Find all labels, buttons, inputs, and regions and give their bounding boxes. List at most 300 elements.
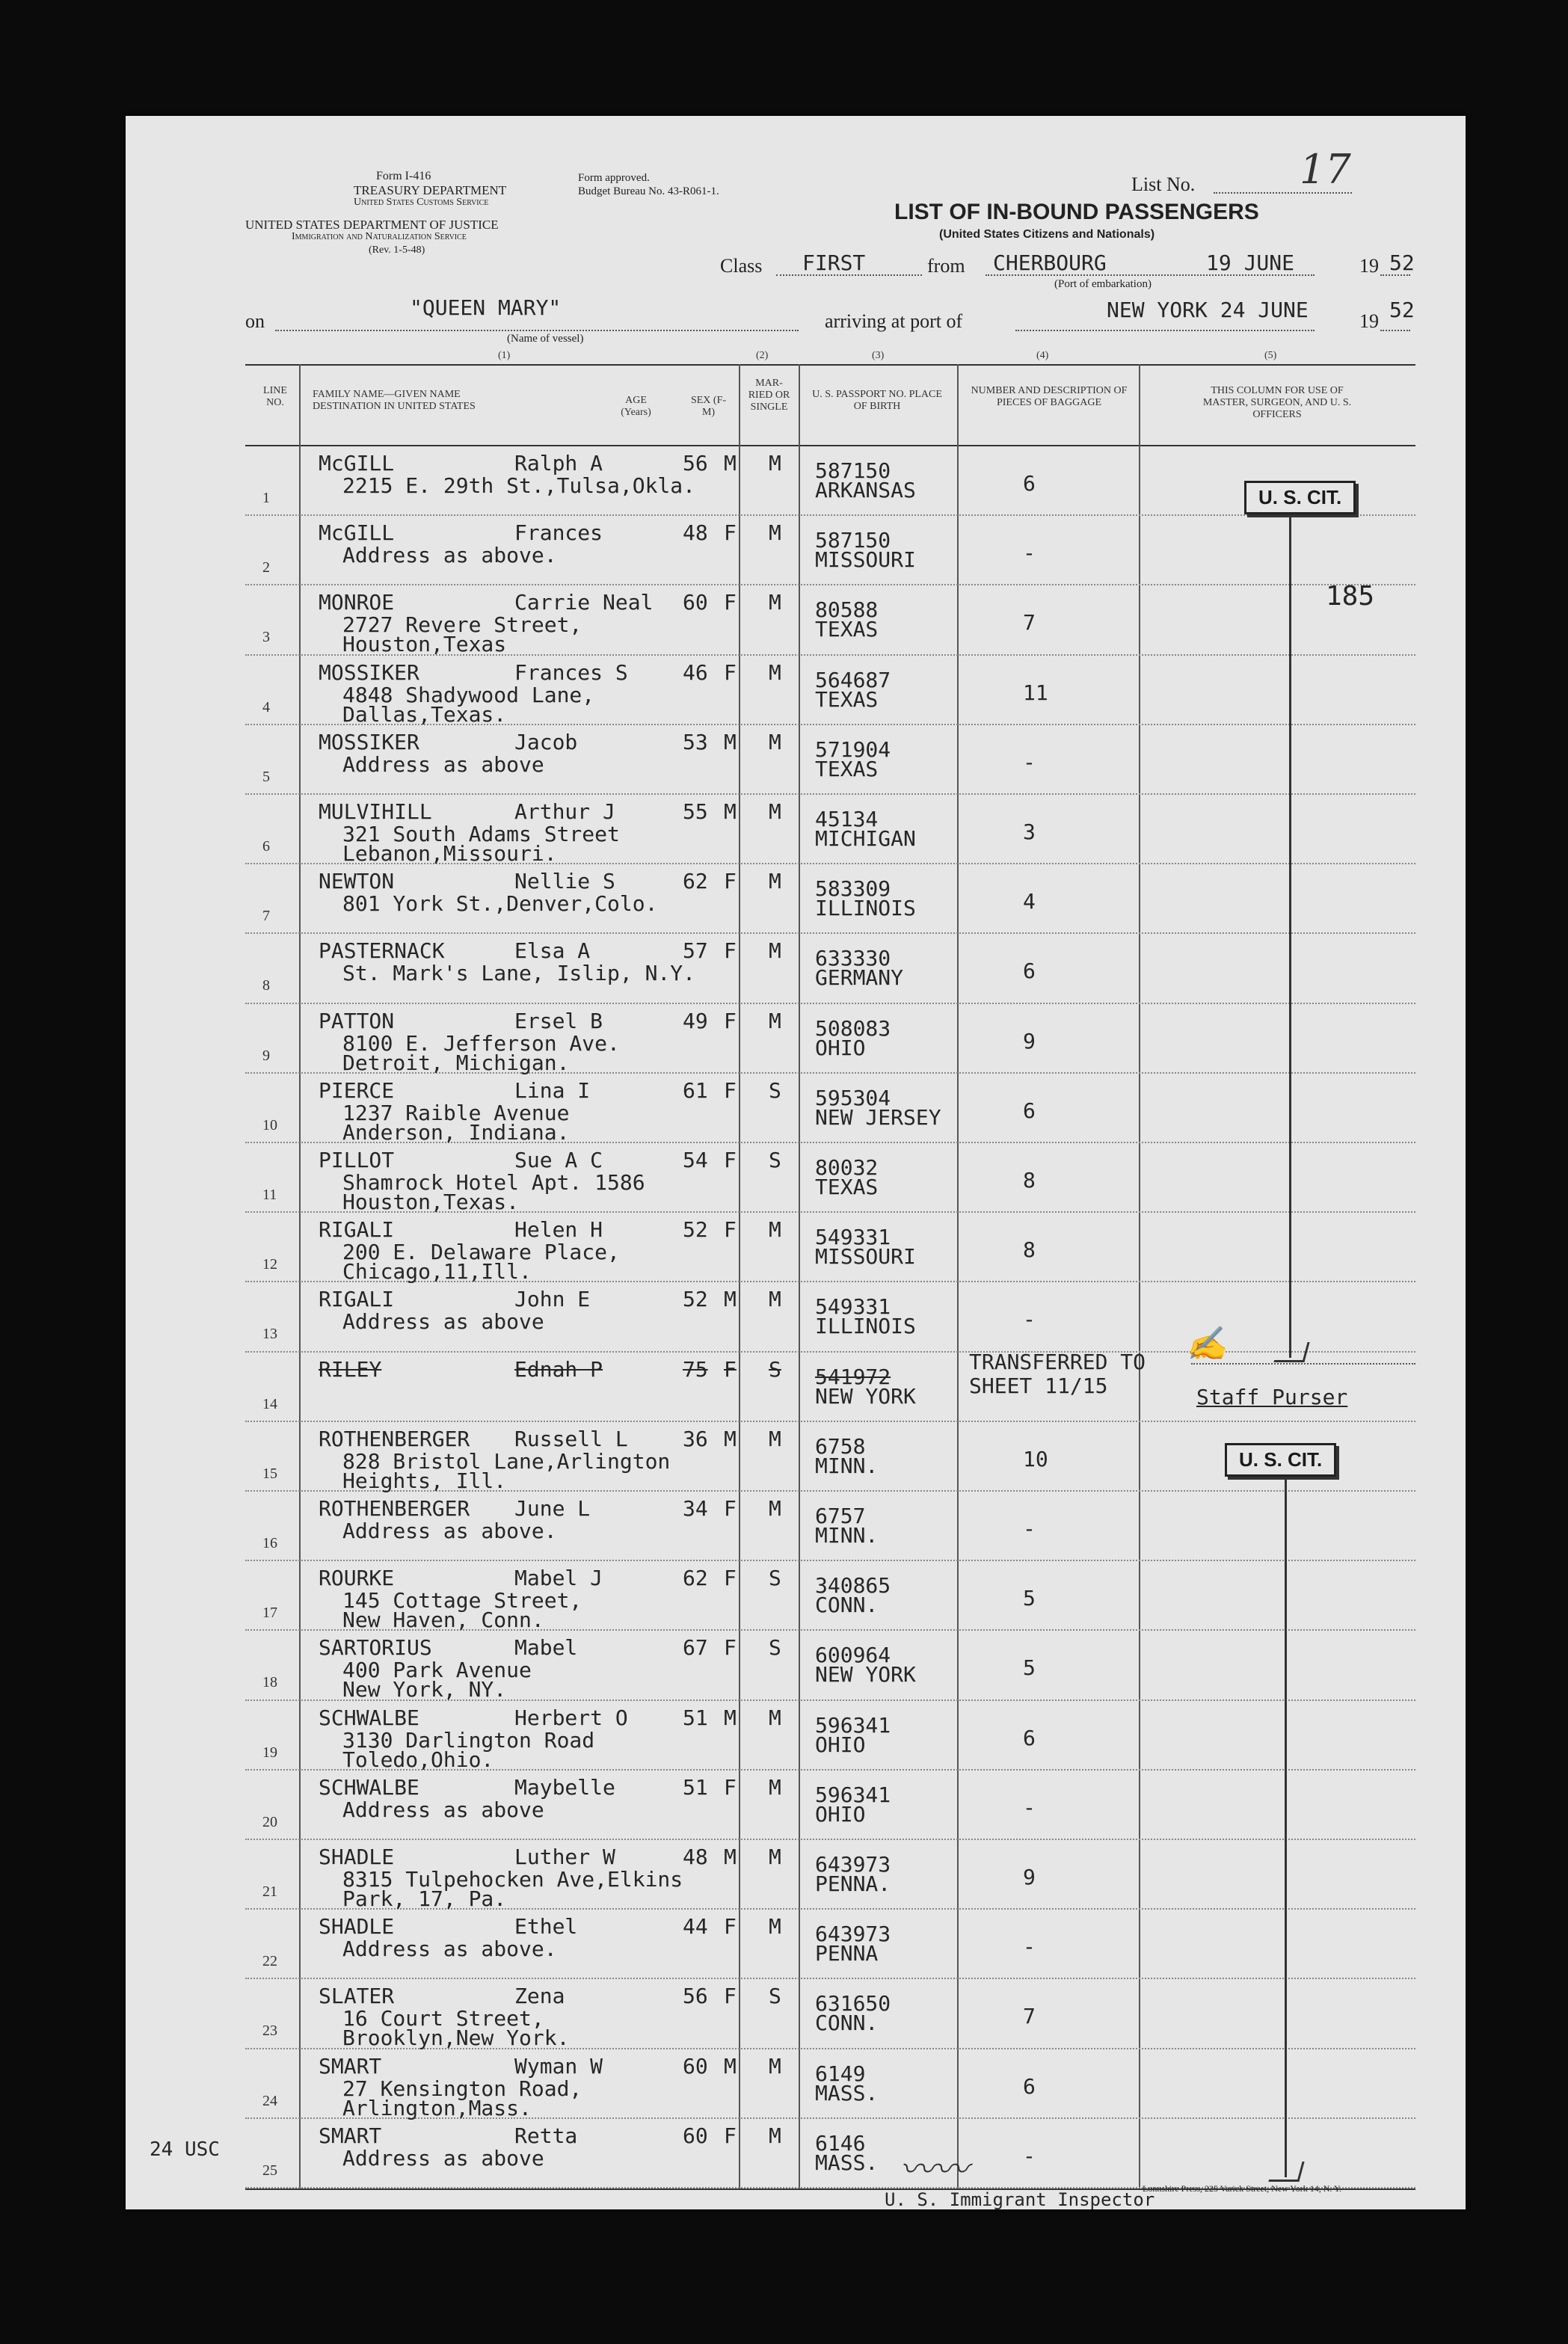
passport-number: 595304 <box>815 1085 891 1110</box>
age: 54 <box>683 1148 708 1172</box>
list-no-value: 17 <box>1300 146 1351 193</box>
line-number: 4 <box>262 698 270 716</box>
line-number: 24 <box>262 2092 277 2109</box>
age: 53 <box>683 729 708 754</box>
sex: F <box>724 520 737 546</box>
arrival-year: 52 <box>1389 298 1415 322</box>
col-header-name: FAMILY NAME—GIVEN NAME <box>313 389 461 400</box>
place-of-birth: MINN. <box>815 1453 879 1478</box>
given-name: Russell L <box>514 1426 628 1451</box>
given-name: Retta <box>514 2123 578 2148</box>
passport-number: 508083 <box>815 1015 891 1041</box>
family-name: SCHWALBE <box>319 1705 419 1730</box>
col-header-officers: THIS COLUMN FOR USE OF MASTER, SURGEON, AND U. S. OFFICERS <box>1202 385 1352 420</box>
marital-status: M <box>769 520 781 546</box>
col-header-sex: SEX (F-M) <box>690 395 727 418</box>
line-number: 12 <box>262 1256 277 1273</box>
col-header-age: AGE (Years) <box>621 395 651 418</box>
embark-port-value: CHERBOURG <box>993 250 1107 275</box>
family-name: SLATER <box>319 1984 395 2009</box>
given-name: Elsa A <box>514 938 591 964</box>
given-name: Maybelle <box>514 1774 615 1800</box>
address-line: Address as above <box>342 1309 544 1335</box>
age: 36 <box>683 1426 708 1451</box>
family-name: MOSSIKER <box>319 659 419 685</box>
baggage-count: - <box>1023 1934 1036 1960</box>
address-line: 1237 Raible Avenue <box>342 1100 570 1125</box>
address-line: St. Mark's Lane, Islip, N.Y. <box>342 961 696 986</box>
address-line: Heights, Ill. <box>342 1468 507 1493</box>
marital-status: M <box>769 1845 781 1869</box>
given-name: Zena <box>514 1984 565 2009</box>
sex: F <box>724 1984 737 2009</box>
age: 60 <box>683 2123 708 2148</box>
place-of-birth: ILLINOIS <box>815 896 916 921</box>
baggage-count: 6 <box>1023 1725 1036 1750</box>
form-approved: Form approved. <box>578 172 650 184</box>
class-label: Class <box>720 255 763 277</box>
address-line: 16 Court Street, <box>342 2006 544 2031</box>
line-number: 5 <box>262 768 270 785</box>
age: 61 <box>683 1077 708 1103</box>
passenger-manifest-sheet <box>126 116 1466 2209</box>
passport-number: 564687 <box>815 667 891 692</box>
sex: F <box>724 869 737 894</box>
line-number: 20 <box>262 1813 277 1830</box>
marital-status: M <box>769 590 781 615</box>
age: 48 <box>683 1845 708 1869</box>
line-number: 6 <box>262 838 270 855</box>
passport-number: 587150 <box>815 458 891 483</box>
address-line: 145 Cottage Street, <box>342 1588 582 1614</box>
baggage-count: - <box>1023 1516 1036 1541</box>
given-name: John E <box>514 1287 591 1312</box>
sex: M <box>724 1845 737 1869</box>
age: 46 <box>683 659 708 685</box>
baggage-count: 7 <box>1023 2004 1036 2029</box>
line-number: 17 <box>262 1605 277 1622</box>
given-name: Mabel J <box>514 1566 603 1591</box>
passport-number: 633330 <box>815 946 891 971</box>
age: 51 <box>683 1774 708 1800</box>
place-of-birth: OHIO <box>815 1801 866 1827</box>
line-number: 16 <box>262 1535 277 1551</box>
marital-status: M <box>769 1705 781 1730</box>
address-line: Toledo,Ohio. <box>342 1747 494 1772</box>
us-cit-stamp: U. S. CIT. <box>1244 481 1356 514</box>
sex: M <box>724 1426 737 1451</box>
marital-status: M <box>769 451 781 476</box>
sex: F <box>724 1774 737 1800</box>
address-line: 200 E. Delaware Place, <box>342 1240 620 1265</box>
col-num-4: (4) <box>1036 350 1049 361</box>
family-name: ROTHENBERGER <box>319 1496 470 1521</box>
address-line: 400 Park Avenue <box>342 1658 532 1683</box>
marital-status: M <box>769 1426 781 1451</box>
marital-status: M <box>769 1774 781 1800</box>
family-name: McGILL <box>319 451 395 476</box>
address-line: Shamrock Hotel Apt. 1586 <box>342 1170 645 1195</box>
line-number: 3 <box>262 629 270 646</box>
passport-number: 549331 <box>815 1294 891 1320</box>
age: 56 <box>683 1984 708 2009</box>
embark-date: 19 JUNE <box>1206 250 1295 275</box>
address-line: New York, NY. <box>342 1677 507 1702</box>
address-line: Park, 17, Pa. <box>342 1886 507 1911</box>
sex: F <box>724 1077 737 1103</box>
line-number: 7 <box>262 908 270 925</box>
place-of-birth: ARKANSAS <box>815 478 916 502</box>
col-header-line: LINE NO. <box>263 385 287 408</box>
inspector-title: U. S. Immigrant Inspector <box>885 2189 1155 2210</box>
place-of-birth: PENNA. <box>815 1871 891 1896</box>
line-number: 13 <box>262 1326 277 1343</box>
family-name: SHADLE <box>319 1845 395 1869</box>
baggage-count: 9 <box>1023 1028 1036 1053</box>
marital-status: S <box>769 1356 781 1382</box>
address-line: Lebanon,Missouri. <box>342 841 557 866</box>
age: 57 <box>683 938 708 964</box>
family-name: SARTORIUS <box>319 1635 432 1661</box>
line-number: 2 <box>262 559 270 576</box>
line-number: 18 <box>262 1674 277 1691</box>
address-line: Address as above. <box>342 1937 557 1962</box>
margin-count: 185 <box>1326 581 1375 612</box>
baggage-count: 3 <box>1023 819 1036 844</box>
from-label: from <box>927 255 965 277</box>
marital-status: M <box>769 799 781 824</box>
given-name: Carrie Neal <box>514 590 654 615</box>
col-num-2: (2) <box>756 350 769 361</box>
place-of-birth: ILLINOIS <box>815 1314 916 1339</box>
passport-number: 80588 <box>815 597 879 623</box>
sex: M <box>724 451 737 476</box>
ins-service: Immigration and Naturalization Service <box>292 231 467 242</box>
place-of-birth: CONN. <box>815 1593 879 1618</box>
given-name: Arthur J <box>514 799 615 824</box>
sex: F <box>724 2123 737 2148</box>
baggage-count: 10 <box>1023 1446 1048 1471</box>
address-line: 828 Bristol Lane,Arlington <box>342 1448 671 1474</box>
given-name: Jacob <box>514 729 578 754</box>
place-of-birth: OHIO <box>815 1732 866 1757</box>
year-prefix: 19 <box>1359 255 1379 277</box>
sex: M <box>724 729 737 754</box>
year-value: 52 <box>1389 250 1415 275</box>
address-line: Chicago,11,Ill. <box>342 1259 532 1285</box>
sex: M <box>724 2053 737 2079</box>
justice-dept: UNITED STATES DEPARTMENT OF JUSTICE <box>245 218 499 232</box>
staff-purser: Staff Purser <box>1196 1385 1348 1409</box>
age: 75 <box>683 1356 708 1382</box>
address-line: 3130 Darlington Road <box>342 1727 595 1753</box>
place-of-birth: MISSOURI <box>815 1244 916 1270</box>
address-line: 4848 Shadywood Lane, <box>342 682 595 707</box>
marital-status: S <box>769 1635 781 1661</box>
marital-status: M <box>769 2123 781 2148</box>
given-name: Luther W <box>514 1845 615 1869</box>
family-name: MULVIHILL <box>319 799 432 824</box>
given-name: Ethel <box>514 1914 578 1940</box>
address-line: Detroit, Michigan. <box>342 1050 570 1075</box>
list-no-label: List No. <box>1131 173 1196 195</box>
sex: F <box>724 590 737 615</box>
family-name: RIGALI <box>319 1217 395 1243</box>
line-number: 10 <box>262 1116 277 1133</box>
budget-bureau: Budget Bureau No. 43-R061-1. <box>578 185 719 197</box>
age: 62 <box>683 1566 708 1591</box>
passport-number: 600964 <box>815 1643 891 1668</box>
age: 62 <box>683 869 708 894</box>
place-of-birth: OHIO <box>815 1035 866 1060</box>
place-of-birth: MISSOURI <box>815 547 916 573</box>
line-number: 8 <box>262 977 270 994</box>
age: 49 <box>683 1008 708 1033</box>
baggage-count: 11 <box>1023 680 1048 705</box>
printer-imprint: Lonnshire Press, 225 Varick Street, New York 14, N. Y. <box>1143 2183 1342 2194</box>
embark-caption: (Port of embarkation) <box>1054 278 1152 290</box>
arriving-label: arriving at port of <box>825 310 963 332</box>
family-name: ROTHENBERGER <box>319 1426 470 1451</box>
line-number: 11 <box>262 1187 277 1203</box>
inspector-signature: 〰〰 <box>900 2149 968 2189</box>
family-name: SHADLE <box>319 1914 395 1940</box>
place-of-birth: MASS. <box>815 2080 879 2105</box>
baggage-count: 8 <box>1023 1168 1036 1193</box>
col-num-1: (1) <box>498 350 511 361</box>
place-of-birth: MASS. <box>815 2150 879 2175</box>
family-name: NEWTON <box>319 869 395 894</box>
passport-number: 587150 <box>815 528 891 553</box>
line-number: 15 <box>262 1465 277 1482</box>
address-line: 8100 E. Jefferson Ave. <box>342 1030 620 1056</box>
sex: F <box>724 1217 737 1243</box>
col-header-destination: DESTINATION IN UNITED STATES <box>313 401 476 412</box>
page-title: LIST OF IN-BOUND PASSENGERS <box>894 200 1259 224</box>
place-of-birth: MINN. <box>815 1523 879 1548</box>
passport-number: 643973 <box>815 1922 891 1947</box>
customs-service: United States Customs Service <box>354 197 489 208</box>
class-value: FIRST <box>802 250 866 275</box>
address-line: 2215 E. 29th St.,Tulsa,Okla. <box>342 473 696 498</box>
left-margin-note: 24 USC <box>150 2138 220 2161</box>
passport-number: 6757 <box>815 1504 866 1528</box>
given-name: Frances <box>514 520 603 546</box>
passport-number: 6758 <box>815 1433 866 1459</box>
baggage-count: - <box>1023 1794 1036 1820</box>
address-line: Address as above <box>342 1797 544 1822</box>
marital-status: M <box>769 938 781 964</box>
bracket-end-2 <box>1268 2162 1304 2182</box>
sex: F <box>724 1356 737 1382</box>
address-line: 321 South Adams Street <box>342 822 620 846</box>
bracket-end <box>1273 1342 1309 1362</box>
marital-status: M <box>769 2053 781 2079</box>
passport-number: 6146 <box>815 2130 866 2156</box>
line-number: 21 <box>262 1883 277 1900</box>
age: 48 <box>683 520 708 546</box>
passport-number: 45134 <box>815 807 879 831</box>
family-name: RIGALI <box>319 1287 395 1312</box>
address-line: Houston,Texas <box>342 632 507 657</box>
col-header-baggage: NUMBER AND DESCRIPTION OF PIECES OF BAGGAGE <box>971 385 1128 408</box>
address-line: Anderson, Indiana. <box>342 1119 570 1145</box>
given-name: Herbert O <box>514 1705 628 1730</box>
family-name: PASTERNACK <box>319 938 445 964</box>
sex: F <box>724 938 737 964</box>
passport-number: 549331 <box>815 1225 891 1250</box>
col-header-married: MAR-RIED OR SINGLE <box>748 378 790 413</box>
place-of-birth: NEW YORK <box>815 1662 916 1688</box>
baggage-count: 6 <box>1023 2073 1036 2099</box>
address-line: 27 Kensington Road, <box>342 2076 582 2101</box>
sex: M <box>724 1705 737 1730</box>
address-line: Dallas,Texas. <box>342 701 507 727</box>
baggage-count: 5 <box>1023 1586 1036 1611</box>
given-name: Nellie S <box>514 869 615 894</box>
age: 52 <box>683 1287 708 1312</box>
family-name: McGILL <box>319 520 395 546</box>
passport-number: 571904 <box>815 736 891 762</box>
family-name: SMART <box>319 2053 382 2079</box>
line-number: 1 <box>262 490 270 506</box>
given-name: Sue A C <box>514 1148 603 1172</box>
sex: M <box>724 1287 737 1312</box>
form-revision: (Rev. 1-5-48) <box>369 244 425 256</box>
sex: F <box>724 1148 737 1172</box>
given-name: June L <box>514 1496 591 1521</box>
given-name: Helen H <box>514 1217 603 1243</box>
marital-status: M <box>769 729 781 754</box>
col-num-3: (3) <box>872 350 885 361</box>
baggage-count: 4 <box>1023 889 1036 914</box>
address-line: 2727 Revere Street, <box>342 612 582 638</box>
baggage-count: - <box>1023 541 1036 566</box>
sex: F <box>724 1566 737 1591</box>
marital-status: M <box>769 1287 781 1312</box>
place-of-birth: NEW JERSEY <box>815 1104 941 1130</box>
address-line: Address as above. <box>342 543 557 568</box>
place-of-birth: GERMANY <box>815 965 904 991</box>
passport-number: 541972 <box>815 1364 891 1389</box>
col-header-passport: U. S. PASSPORT NO. PLACE OF BIRTH <box>812 389 942 412</box>
given-name: Frances S <box>514 659 628 685</box>
marital-status: M <box>769 659 781 685</box>
place-of-birth: TEXAS <box>815 617 879 642</box>
line-number: 22 <box>262 1953 277 1970</box>
passport-number: 80032 <box>815 1155 879 1180</box>
baggage-count: 6 <box>1023 959 1036 984</box>
line-number: 9 <box>262 1047 270 1064</box>
age: 60 <box>683 590 708 615</box>
passport-number: 340865 <box>815 1573 891 1599</box>
baggage-count: - <box>1023 1307 1036 1332</box>
on-label: on <box>245 310 265 332</box>
family-name: SCHWALBE <box>319 1774 419 1800</box>
arrival-year-prefix: 19 <box>1359 310 1379 332</box>
marital-status: M <box>769 1496 781 1521</box>
given-name: Lina I <box>514 1077 591 1103</box>
baggage-count: 9 <box>1023 1865 1036 1889</box>
line-number: 19 <box>262 1744 277 1761</box>
line-number: 25 <box>262 2162 277 2179</box>
passport-number: 583309 <box>815 876 891 902</box>
place-of-birth: TEXAS <box>815 1175 879 1199</box>
address-line: Address as above. <box>342 1519 557 1543</box>
family-name: PIERCE <box>319 1077 395 1103</box>
address-line: Brooklyn,New York. <box>342 2025 570 2051</box>
age: 51 <box>683 1705 708 1730</box>
place-of-birth: NEW YORK <box>815 1383 916 1409</box>
baggage-count: - <box>1023 2143 1036 2168</box>
transferred-sheet: SHEET 11/15 <box>969 1374 1108 1398</box>
place-of-birth: CONN. <box>815 2011 879 2036</box>
age: 44 <box>683 1914 708 1940</box>
age: 55 <box>683 799 708 824</box>
marital-status: S <box>769 1077 781 1103</box>
marital-status: S <box>769 1148 781 1172</box>
family-name: PATTON <box>319 1008 395 1033</box>
address-line: Address as above <box>342 751 544 777</box>
age: 60 <box>683 2053 708 2079</box>
form-number: Form I-416 <box>376 170 431 182</box>
bracket-line <box>1289 517 1291 1358</box>
marital-status: M <box>769 1008 781 1033</box>
family-name: MONROE <box>319 590 395 615</box>
address-line: Arlington,Mass. <box>342 2095 532 2120</box>
marital-status: M <box>769 1914 781 1940</box>
family-name: RILEY <box>319 1356 382 1382</box>
given-name: Ralph A <box>514 451 603 476</box>
address-line: Houston,Texas. <box>342 1190 520 1214</box>
bracket-line-2 <box>1285 1478 1287 2177</box>
place-of-birth: TEXAS <box>815 756 879 781</box>
marital-status: S <box>769 1566 781 1591</box>
sex: F <box>724 1496 737 1521</box>
marital-status: M <box>769 869 781 894</box>
line-number: 14 <box>262 1395 277 1412</box>
address-line: 8315 Tulpehocken Ave,Elkins <box>342 1867 683 1892</box>
baggage-count: 5 <box>1023 1655 1036 1681</box>
address-line: New Haven, Conn. <box>342 1608 544 1633</box>
family-name: MOSSIKER <box>319 729 419 754</box>
baggage-count: 7 <box>1023 610 1036 636</box>
col-num-5: (5) <box>1264 350 1277 361</box>
age: 67 <box>683 1635 708 1661</box>
age: 34 <box>683 1496 708 1521</box>
sex: F <box>724 1635 737 1661</box>
address-line: Address as above <box>342 2145 544 2171</box>
baggage-count: 6 <box>1023 471 1036 496</box>
baggage-count: 8 <box>1023 1237 1036 1263</box>
age: 56 <box>683 451 708 476</box>
transferred-note: TRANSFERRED TO <box>969 1350 1146 1374</box>
family-name: SMART <box>319 2123 382 2148</box>
line-number: 23 <box>262 2022 277 2040</box>
sex: F <box>724 1914 737 1940</box>
passport-number: 631650 <box>815 1991 891 2017</box>
passport-number: 596341 <box>815 1782 891 1807</box>
treasury-dept: TREASURY DEPARTMENT <box>354 183 507 197</box>
baggage-count: - <box>1023 749 1036 775</box>
place-of-birth: TEXAS <box>815 686 879 712</box>
given-name: Ednah P <box>514 1356 603 1382</box>
given-name: Wyman W <box>514 2053 603 2079</box>
us-cit-stamp-2: U. S. CIT. <box>1225 1443 1336 1477</box>
given-name: Ersel B <box>514 1008 603 1033</box>
sex: F <box>724 659 737 685</box>
given-name: Mabel <box>514 1635 578 1661</box>
